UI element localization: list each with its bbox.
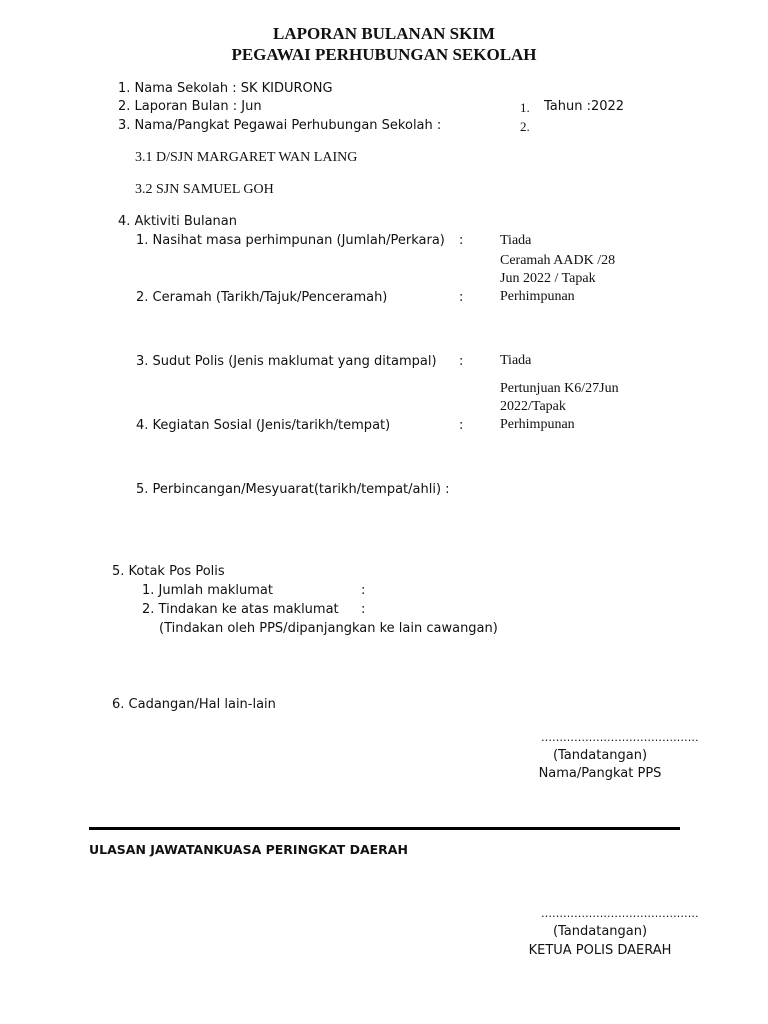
aktiviti-row-4-label: 4. Kegiatan Sosial (Jenis/tarikh/tempat) <box>136 418 391 433</box>
officer-1: 3.1 D/SJN MARGARET WAN LAING <box>135 150 358 165</box>
aktiviti-row-2-colon: : <box>459 290 464 305</box>
aktiviti-row-2-value-line-3: Perhimpunan <box>500 289 575 304</box>
aktiviti-row-1-label: 1. Nasihat masa perhimpunan (Jumlah/Perkara) <box>136 233 445 248</box>
tindakan-maklumat: 2. Tindakan ke atas maklumat <box>142 602 339 617</box>
aktiviti-row-1-colon: : <box>459 233 464 248</box>
ulasan-heading: ULASAN JAWATANKUASA PERINGKAT DAERAH <box>89 842 408 857</box>
jumlah-maklumat-colon: : <box>361 583 366 598</box>
nama-pangkat-number: 2. <box>520 119 530 134</box>
aktiviti-row-4-value-line-3: Perhimpunan <box>500 417 575 432</box>
signature-role-2: KETUA POLIS DAERAH <box>528 943 672 958</box>
aktiviti-row-3-colon: : <box>459 354 464 369</box>
aktiviti-heading: 4. Aktiviti Bulanan <box>118 214 237 229</box>
signature-line-2: ……………………………………. <box>541 907 699 920</box>
aktiviti-row-4-colon: : <box>459 418 464 433</box>
cadangan: 6. Cadangan/Hal lain-lain <box>112 697 276 712</box>
aktiviti-row-4-value-line-2: 2022/Tapak <box>500 399 566 414</box>
aktiviti-row-3-value: Tiada <box>500 353 532 368</box>
title-line-1: LAPORAN BULANAN SKIM <box>273 24 495 43</box>
tindakan-note: (Tindakan oleh PPS/dipanjangkan ke lain cawangan) <box>159 621 498 636</box>
laporan-bulan: 2. Laporan Bulan : Jun <box>118 99 262 114</box>
nama-pangkat: 3. Nama/Pangkat Pegawai Perhubungan Sekolah : <box>118 118 442 133</box>
aktiviti-row-1-value: Tiada <box>500 233 532 248</box>
nama-sekolah: 1. Nama Sekolah : SK KIDURONG <box>118 81 333 96</box>
aktiviti-row-2-label: 2. Ceramah (Tarikh/Tajuk/Penceramah) <box>136 290 388 305</box>
signature-role-1: Nama/Pangkat PPS <box>538 766 662 781</box>
aktiviti-row-5-label: 5. Perbincangan/Mesyuarat(tarikh/tempat/ahli) : <box>136 482 450 497</box>
signature-label-2: (Tandatangan) <box>552 924 648 939</box>
aktiviti-row-2-value-line-2: Jun 2022 / Tapak <box>500 271 596 286</box>
tindakan-maklumat-colon: : <box>361 602 366 617</box>
aktiviti-row-4-value-line-1: Pertunjuan K6/27Jun <box>500 381 619 396</box>
title-line-2: PEGAWAI PERHUBUNGAN SEKOLAH <box>231 45 537 64</box>
kotak-heading: 5. Kotak Pos Polis <box>112 564 225 579</box>
signature-line-1: ……………………………………. <box>541 731 699 744</box>
tahun: Tahun :2022 <box>544 99 625 114</box>
section-divider <box>89 827 680 830</box>
jumlah-maklumat: 1. Jumlah maklumat <box>142 583 273 598</box>
signature-label-1: (Tandatangan) <box>552 748 648 763</box>
officer-2: 3.2 SJN SAMUEL GOH <box>135 182 274 197</box>
aktiviti-row-3-label: 3. Sudut Polis (Jenis maklumat yang ditampal) <box>136 354 437 369</box>
aktiviti-row-2-value-line-1: Ceramah AADK /28 <box>500 253 616 268</box>
tahun-number: 1. <box>520 100 530 115</box>
